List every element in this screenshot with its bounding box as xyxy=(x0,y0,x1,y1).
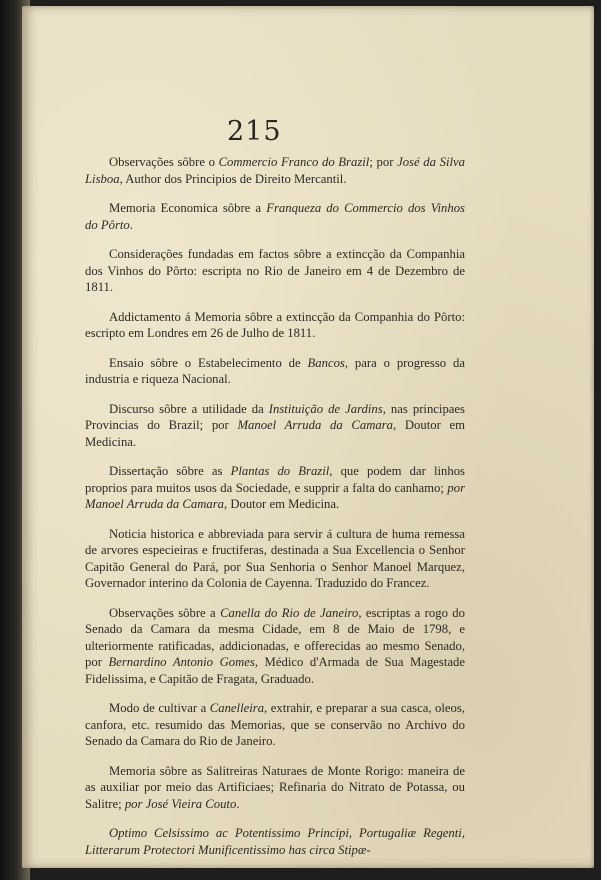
catalog-entry-addictamento xyxy=(85,309,465,342)
entry-text: ; por xyxy=(369,155,398,169)
entry-italic: Manoel Arruda da Camara xyxy=(237,418,393,432)
entry-italic: Optimo Celsissimo ac Potentissimo Principi, Portugaliæ Regenti, Litterarum Protectori Munificentissimo has circa Stipæ- xyxy=(85,826,465,857)
entry-text: Modo de cultivar a xyxy=(109,701,210,715)
catalog-entry-jardins xyxy=(85,401,465,451)
entry-italic: Instituição de Jardins xyxy=(268,401,383,416)
catalog-entry-franqueza-vinhos xyxy=(85,200,465,233)
entry-text: Observações sôbre o xyxy=(109,155,219,169)
entry-text: Discurso sôbre a utilidade da xyxy=(109,401,269,416)
entry-italic: Plantas do Brazil xyxy=(230,464,330,478)
page-number: 215 xyxy=(227,116,282,147)
entry-italic: Franqueza do Commercio dos Vinhos do Pôrto xyxy=(85,201,465,232)
catalog-entry-commercio-franco xyxy=(85,154,465,187)
entry-text: Noticia historica e abbreviada para servir á cultura de huma remessa de arvores especieiras e fructiferas, destinada a Sua Excellencia o Senhor Capitão General do Pará, por Sua Senhoria o Senhor Manoel Marquez, Governador interino da Colonia de Cayenna. Traduzido do Francez. xyxy=(85,526,465,590)
entry-text: Memoria sôbre as Salitreiras Naturaes de Monte Rorigo: maneira de as auxiliar por meio das Artificiaes; Refinaria do Nitrato de Potassa, ou Salitre; xyxy=(85,763,465,811)
entry-italic: por Manoel Arruda da Camara xyxy=(85,480,465,511)
catalog-entry-bancos xyxy=(85,355,465,388)
entry-text: , Doutor em Medicina. xyxy=(223,497,340,511)
entry-text: , Author dos Principios de Direito Mercantil. xyxy=(119,171,347,186)
entry-text: , Doutor em Medicina. xyxy=(85,418,465,449)
catalog-entry-noticia xyxy=(85,526,465,592)
catalog-entry-salitreiras xyxy=(85,763,465,813)
entry-text: Memoria Economica sôbre a xyxy=(109,201,267,215)
entry-italic: por José Vieira Couto xyxy=(124,796,237,811)
catalog-entry-canella xyxy=(85,605,465,688)
entry-text: . xyxy=(129,217,133,232)
entry-text: , extrahir, e preparar a sua casca, oleos, canfora, etc. resumido das Memorias, que se conservão no Archivo do Senado da Camara do Rio de Janeiro. xyxy=(85,701,466,748)
catalog-entry-consideracoes xyxy=(85,246,465,296)
entry-italic: Canella do Rio de Janeiro xyxy=(220,605,359,620)
entry-text: , escriptas a rogo do Senado da Camara da mesma Cidade, em 8 de Maio de 1798, e ulteriormente ratificadas, addicionadas, e offerecidas ao mesmo Senado, por xyxy=(85,605,465,669)
entry-text: Addictamento á Memoria sôbre a extincção da Companhia do Pôrto: escripto em Londres em 26 de Julho de 1811. xyxy=(85,309,465,340)
catalog-entry-canelleira xyxy=(85,700,465,750)
entry-italic: Commercio Franco do Brazil xyxy=(218,155,370,169)
entry-text: , Médico d'Armada de Sua Magestade Fidelissima, e Capitão de Fragata, Graduado. xyxy=(85,655,466,686)
page-sheet xyxy=(22,6,594,868)
catalog-entry-plantas xyxy=(85,463,465,513)
entry-italic: Canelleira xyxy=(209,701,265,715)
entry-text: Dissertação sôbre as xyxy=(109,464,231,478)
entry-text: , para o progresso da industria e riqueza Nacional. xyxy=(85,355,465,386)
entry-text: Considerações fundadas em factos sôbre a extincção da Companhia dos Vinhos do Pôrto: escripta no Rio de Janeiro em 4 de Dezembro de 1811. xyxy=(85,247,465,294)
catalog-text xyxy=(85,154,465,858)
entry-italic: José da Silva Lisboa xyxy=(85,155,465,186)
catalog-entry-dedication xyxy=(85,825,465,858)
entry-text: Ensaio sôbre o Estabelecimento de xyxy=(109,355,308,370)
entry-text: , que podem dar linhos proprios para muitos usos da Sociedade, e supprir a falta do canhamo; xyxy=(85,464,465,495)
entry-italic: Bernardino Antonio Gomes xyxy=(108,655,255,669)
entry-text: . xyxy=(236,796,240,811)
entry-text: Observações sôbre a xyxy=(109,605,221,620)
entry-italic: Bancos xyxy=(307,355,345,370)
entry-text: , nas principaes Provincias do Brazil; por xyxy=(85,401,465,432)
